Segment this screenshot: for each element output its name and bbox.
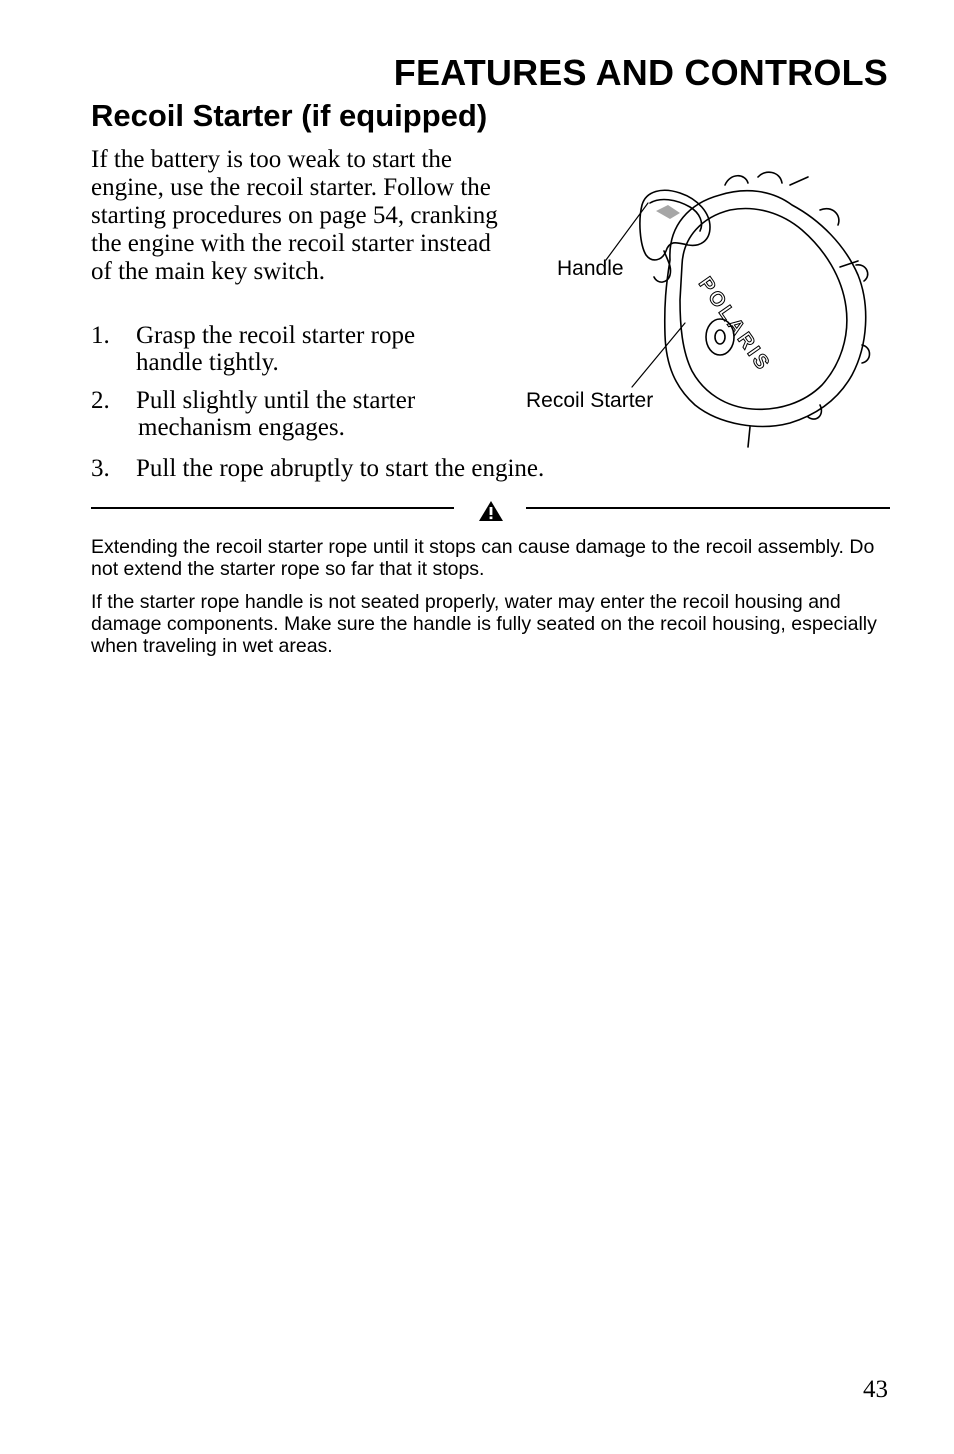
handle-label: Handle	[557, 257, 624, 280]
page-header: FEATURES AND CONTROLS	[393, 52, 888, 93]
step-text: Pull slightly until the starter	[136, 387, 416, 414]
brand-text: POLARIS	[693, 273, 775, 376]
page-number: 43	[863, 1376, 888, 1403]
section-title: Recoil Starter (if equipped)	[91, 98, 488, 133]
warning-paragraph: If the starter rope handle is not seated properly, water may enter the recoil housing and damage components. Make sure the handle is fully seated on the recoil housing, especially when traveling in wet areas.	[91, 591, 877, 657]
step-text: Pull the rope abruptly to start the engine.	[136, 455, 545, 482]
step-number: 2.	[91, 387, 110, 414]
intro-paragraph: If the battery is too weak to start the engine, use the recoil starter. Follow the starting procedures on page 54, cranking the engine with the recoil starter instead of the main key switch.	[91, 146, 498, 285]
step-text: mechanism engages.	[138, 414, 345, 441]
warning-triangle-icon	[478, 500, 504, 522]
warning-paragraph: Extending the recoil starter rope until it stops can cause damage to the recoil assembly. Do not extend the starter rope so far that it stops.	[91, 536, 875, 580]
recoil-starter-illustration	[520, 165, 890, 455]
warning-rule-right	[526, 507, 890, 509]
step-text: Grasp the recoil starter rope	[136, 322, 416, 349]
step-number: 1.	[91, 322, 110, 349]
warning-rule-left	[91, 507, 454, 509]
step-number: 3.	[91, 455, 110, 482]
step-text: handle tightly.	[136, 349, 279, 376]
recoil-starter-label: Recoil Starter	[526, 389, 654, 412]
